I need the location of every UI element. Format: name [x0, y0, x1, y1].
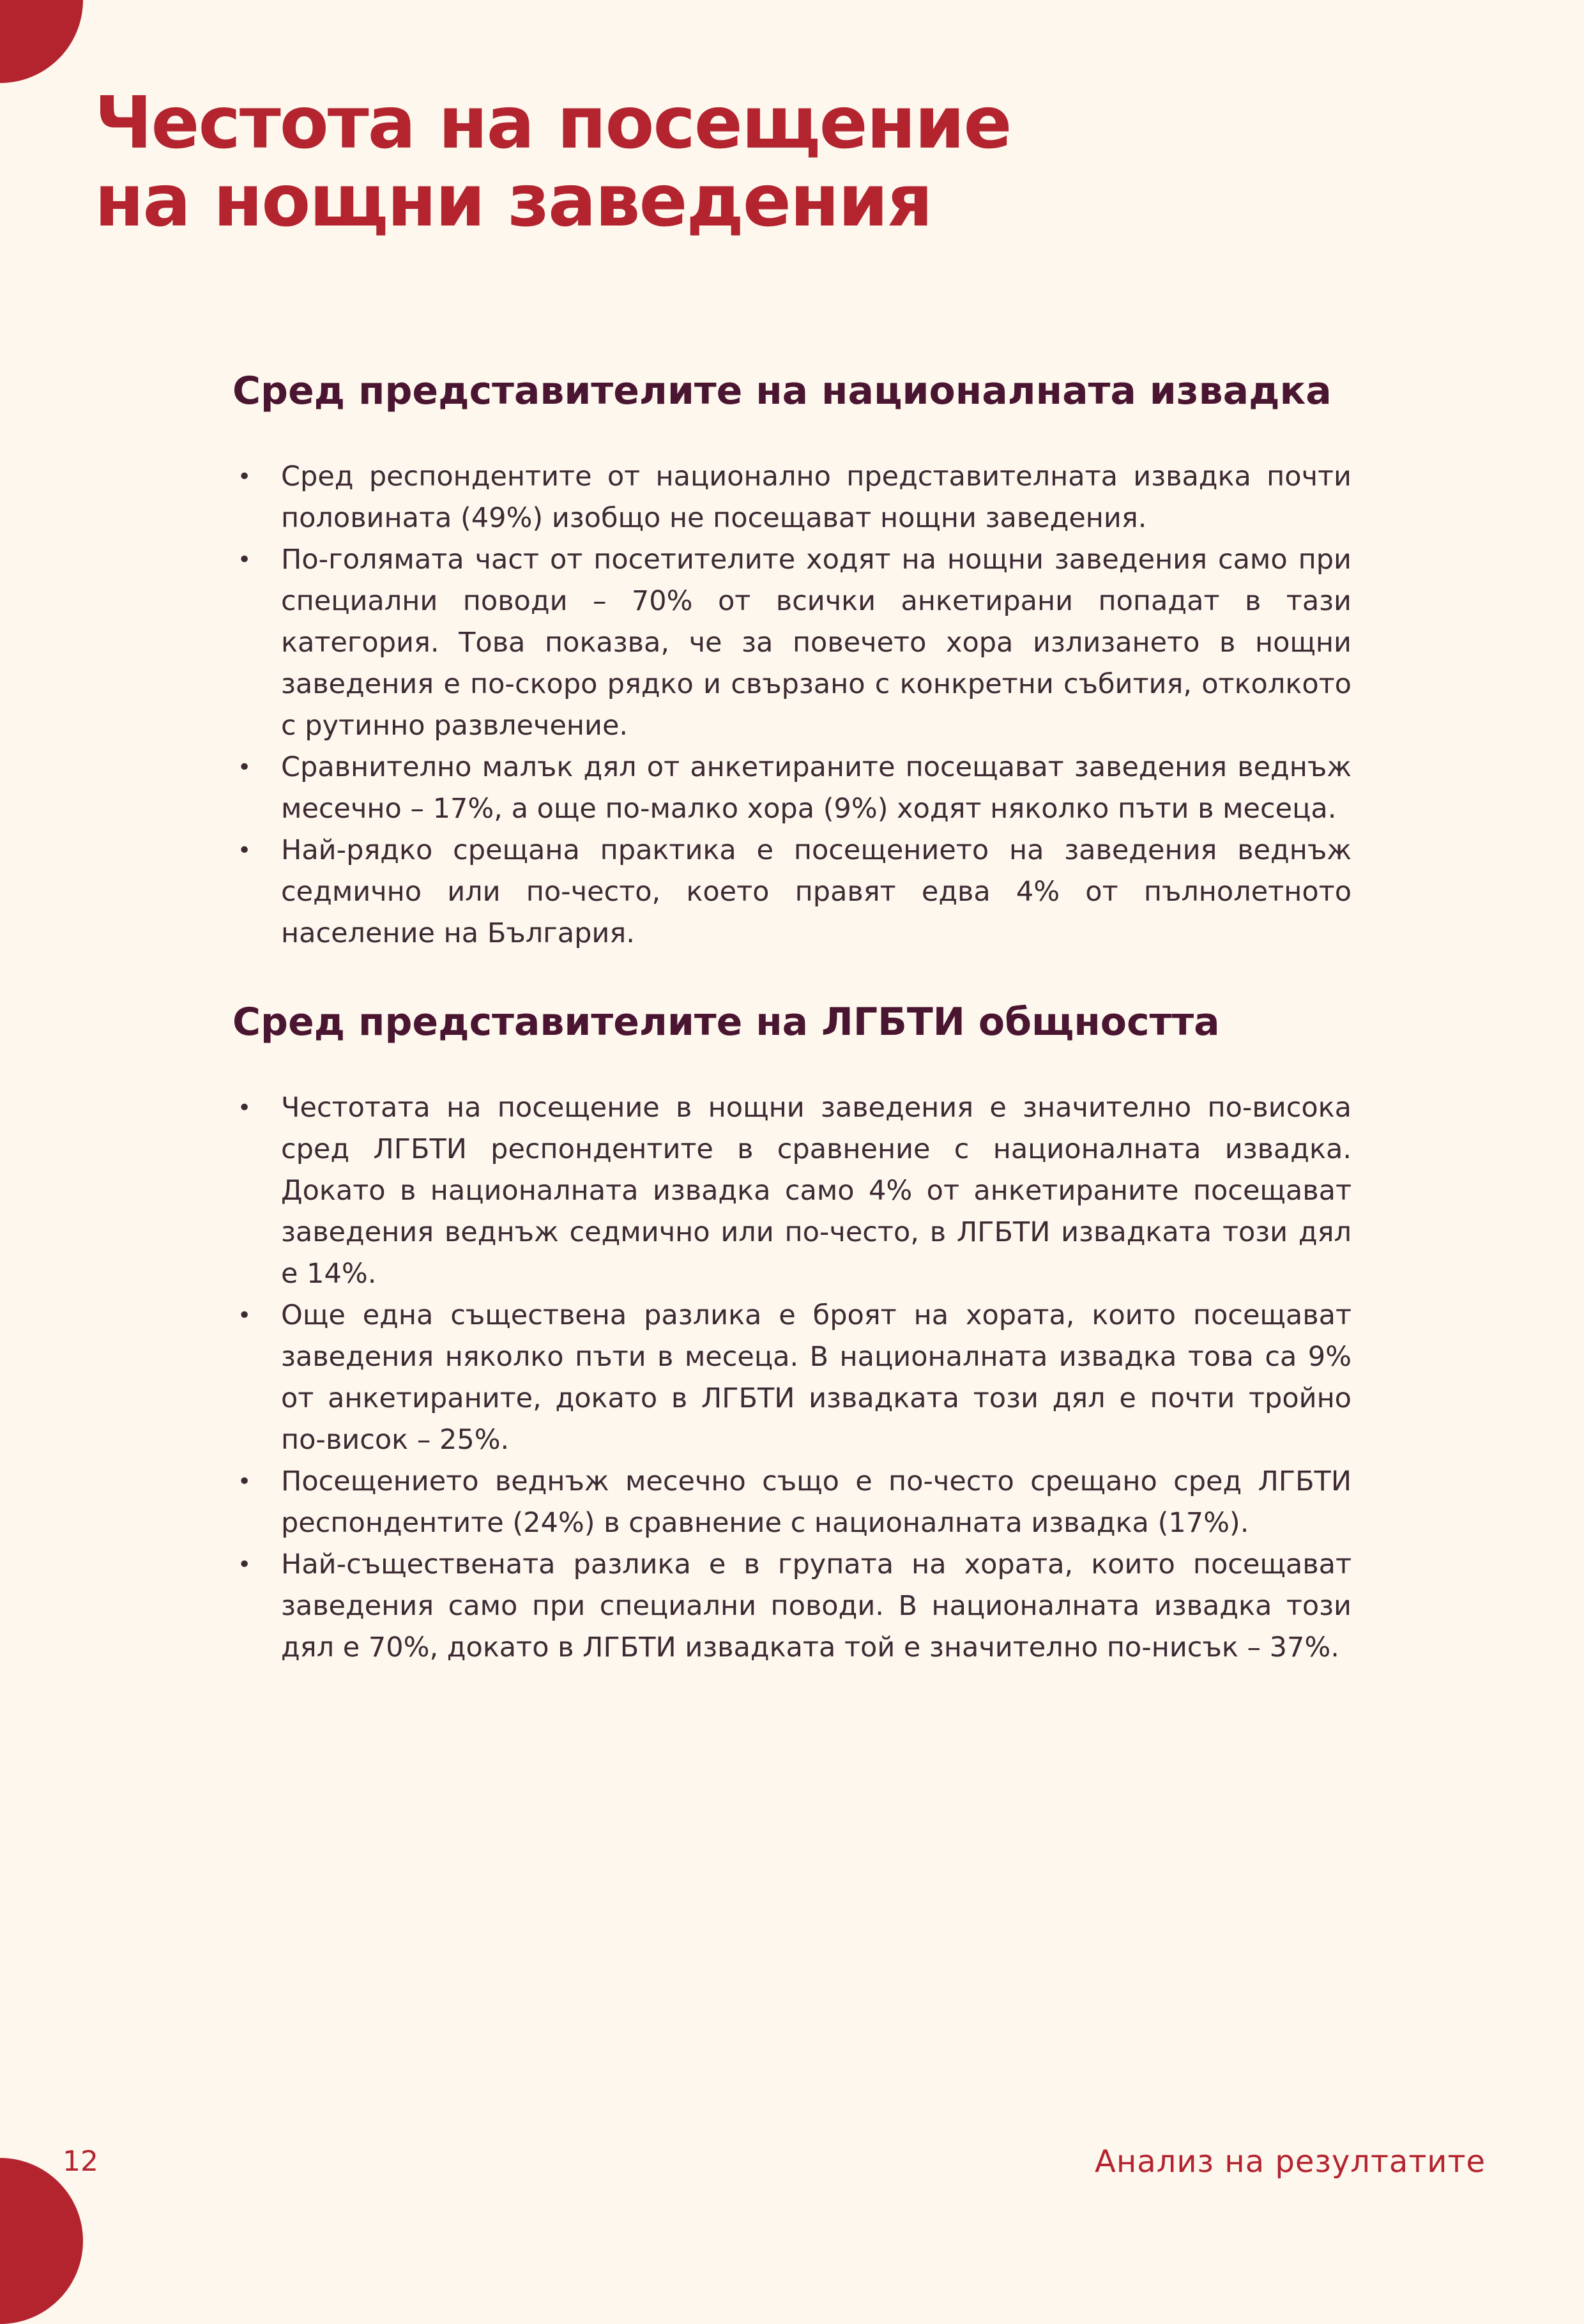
list-item-text: Сред респондентите от национално представителната извадка почти половината (49%) изобщо не посещават нощни заведения.: [281, 461, 1352, 534]
running-footer-section-name: Анализ на резултатите: [1095, 2144, 1486, 2180]
bullet-icon: •: [238, 837, 252, 864]
list-item-text: Най-рядко срещана практика е посещението на заведения веднъж седмично или по-често, което правят едва 4% от пълнолетното население на България.: [281, 834, 1352, 949]
list-item-text: Още една съществена разлика е броят на хората, които посещават заведения няколко пъти в месеца. В националната извадка това са 9% от анкетираните, докато в ЛГБТИ извадката този дял е почти тройно по-висок – 25%.: [281, 1299, 1352, 1456]
corner-decoration-bottom: [0, 2158, 83, 2324]
page-title-line-2: на нощни заведения: [95, 160, 932, 243]
bullet-icon: •: [238, 1095, 252, 1121]
bullet-icon: •: [238, 1469, 252, 1495]
bullet-icon: •: [238, 754, 252, 781]
main-content: [232, 364, 1352, 1669]
list-item: [232, 1461, 1352, 1544]
corner-decoration-top: [0, 0, 83, 83]
list-item-text: Най-съществената разлика е в групата на хората, които посещават заведения само при специални поводи. В националната извадка този дял е 70%, докато в ЛГБТИ извадката той е значително по-нисък – 37%.: [281, 1548, 1352, 1663]
list-item: [232, 1087, 1352, 1295]
page-number: 12: [63, 2145, 98, 2178]
list-item-text: Посещението веднъж месечно също е по-често срещано сред ЛГБТИ респондентите (24%) в сравнение с националната извадка (17%).: [281, 1465, 1352, 1539]
list-item: [232, 539, 1352, 747]
list-item: [232, 456, 1352, 539]
section-heading-lgbti-community: Сред представителите на ЛГБТИ общността: [232, 1000, 1220, 1044]
list-item: [232, 830, 1352, 954]
bullet-list-lgbti-community: [232, 1087, 1352, 1669]
section-heading-national-sample: Сред представителите на националната извадка: [232, 369, 1332, 413]
bullet-icon: •: [238, 1552, 252, 1578]
list-item: [232, 1544, 1352, 1669]
list-item-text: Честотата на посещение в нощни заведения е значително по-висока сред ЛГБТИ респондентите в сравнение с националната извадка. Докато в националната извадка само 4% от анкетираните посещават заведения веднъж седмично или по-често, в ЛГБТИ извадката този дял е 14%.: [281, 1092, 1352, 1290]
list-item: [232, 747, 1352, 830]
list-item-text: Сравнително малък дял от анкетираните посещават заведения веднъж месечно – 17%, а още по-малко хора (9%) ходят няколко пъти в месеца.: [281, 751, 1352, 825]
page-title-line-1: Честота на посещение: [95, 82, 1011, 165]
list-item: [232, 1295, 1352, 1461]
list-item-text: По-голямата част от посетителите ходят на нощни заведения само при специални поводи – 70% от всички анкетирани попадат в тази категория. Това показва, че за повечето хора излизането в нощни заведения е по-скоро рядко и свързано с конкретни събития, отколкото с рутинно развлечение.: [281, 544, 1352, 742]
bullet-icon: •: [238, 1303, 252, 1329]
page-title: [95, 82, 1308, 243]
bullet-list-national-sample: [232, 456, 1352, 954]
bullet-icon: •: [238, 464, 252, 490]
bullet-icon: •: [238, 547, 252, 573]
